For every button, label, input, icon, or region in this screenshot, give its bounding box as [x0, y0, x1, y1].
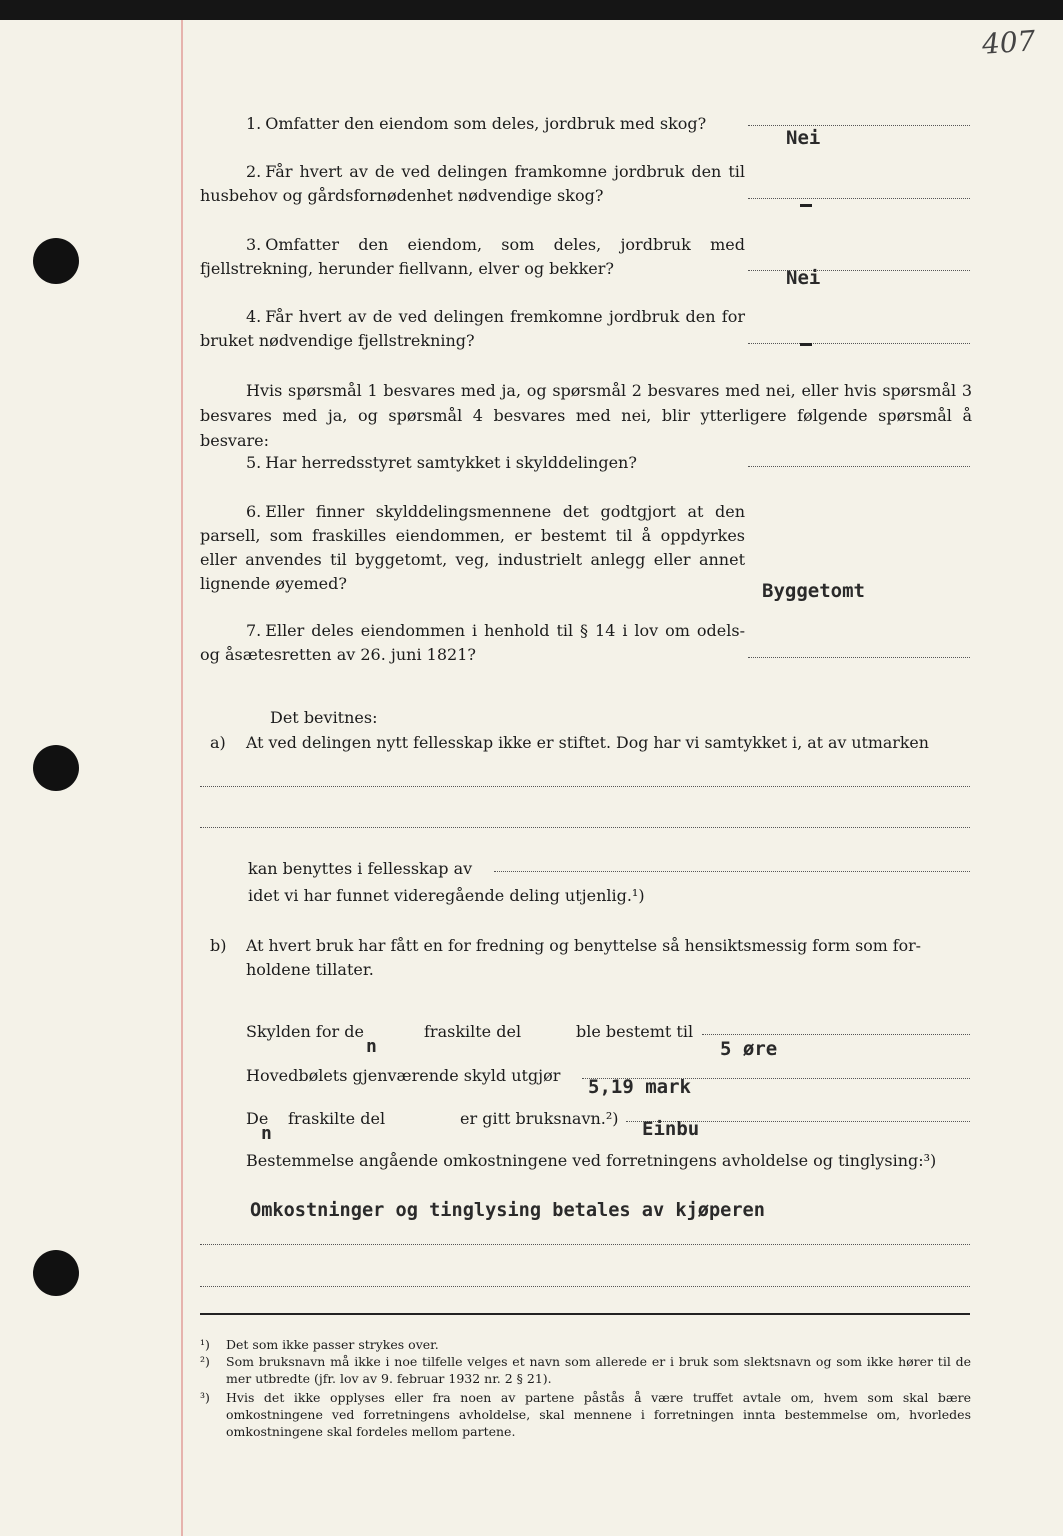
answer-1: Nei: [786, 127, 821, 149]
question-number: 1.: [246, 114, 262, 133]
de-label: De: [246, 1109, 269, 1128]
question-text: Omfatter den eiendom som deles, jordbruk med skog?: [265, 114, 707, 133]
footnote-3: [200, 1389, 972, 1440]
ble-bestemt-label: ble bestemt til: [576, 1022, 694, 1041]
footnote-mark: ³): [200, 1390, 210, 1405]
blank-line: [200, 1286, 970, 1287]
answer-3: Nei: [786, 267, 821, 289]
fellesskap-label: kan benyttes i fellesskap av: [248, 859, 473, 878]
idet-text: idet vi har funnet videregående deling utjenlig.¹): [248, 886, 645, 905]
question-text: Eller finner skylddelingsmennene det godtgjort at den parsell, som fraskilles eiendommen, er bestemt til å oppdyrkes eller anvendes til byggetomt, veg, industrielt anlegg eller annet lignende øyemed?: [200, 502, 745, 593]
question-3: [200, 233, 745, 281]
blank-line: [200, 1244, 970, 1245]
footnote-text: Hvis det ikke opplyses eller fra noen av partene påstås å være truffet avtale om, hvem som skal bære omkostningene ved forretningens avholdelse, skal mennene i forretningen innta bestemmelse om, hvorledes omkostningene skal fordeles mellom partene.: [226, 1390, 971, 1439]
answer-line: [748, 657, 970, 658]
omkostninger-text: Omkostninger og tinglysing betales av kjøperen: [250, 1200, 765, 1221]
footnote-text: Som bruksnavn må ikke i noe tilfelle velges et navn som allerede er i bruk som slektsnavn og som ikke hører til de mer utbredte (jfr. lov av 9. februar 1932 nr. 2 § 21).: [226, 1354, 971, 1386]
footnote-rule: [200, 1313, 970, 1315]
answer-line: [702, 1034, 970, 1035]
margin-line: [181, 20, 183, 1536]
bruksnavn-value: Einbu: [642, 1118, 700, 1140]
question-4: [200, 305, 745, 353]
skylden-label: Skylden for de: [246, 1022, 364, 1041]
footnote-2: [200, 1353, 972, 1387]
skyld-amount: 5 øre: [720, 1038, 778, 1060]
answer-6: Byggetomt: [762, 580, 865, 602]
question-7: [200, 619, 745, 667]
answer-line: [748, 270, 970, 271]
answer-line: [748, 343, 970, 344]
item-b-label: b): [210, 936, 227, 955]
question-number: 7.: [246, 621, 262, 640]
hovedbolet-label: Hovedbølets gjenværende skyld utgjør: [246, 1066, 561, 1085]
question-number: 2.: [246, 162, 262, 181]
bestemmelse-label: Bestemmelse angående omkostningene ved forretningens avholdelse og tinglysing:³): [246, 1151, 937, 1170]
question-text: Omfatter den eiendom, som deles, jordbruk med fjellstrekning, herunder fiellvann, elver og bekker?: [200, 235, 745, 278]
question-number: 6.: [246, 502, 262, 521]
footnote-1: [200, 1336, 972, 1353]
answer-line: [748, 466, 970, 467]
question-text: Får hvert av de ved delingen framkomne jordbruk den til husbehov og gårdsfornødenhet nødvendige skog?: [200, 162, 745, 205]
question-5: [200, 451, 745, 475]
bruksnavn-label: er gitt bruksnavn.²): [460, 1109, 619, 1128]
answer-2-dash: [800, 204, 812, 207]
answer-4-dash: [800, 343, 812, 346]
item-b-line1: At hvert bruk har fått en for fredning og benyttelse så hensiktsmessig form som for-: [246, 936, 922, 955]
question-text: Eller deles eiendommen i henhold til § 14 i lov om odels- og åsætesretten av 26. juni 1821?: [200, 621, 745, 664]
question-number: 4.: [246, 307, 262, 326]
answer-line: [748, 198, 970, 199]
question-1: [200, 112, 745, 136]
question-text: Har herredsstyret samtykket i skylddelingen?: [265, 453, 637, 472]
question-text: Får hvert av de ved delingen fremkomne jordbruk den for bruket nødvendige fjellstrekning?: [200, 307, 745, 350]
scan-top-band: [0, 0, 1063, 20]
bevitnes-heading: Det bevitnes:: [270, 708, 378, 727]
item-a-text: At ved delingen nytt fellesskap ikke er stiftet. Dog har vi samtykket i, at av utmarken: [246, 733, 929, 752]
question-number: 5.: [246, 453, 262, 472]
punch-hole: [33, 238, 79, 284]
instruction-text: Hvis spørsmål 1 besvares med ja, og spørsmål 2 besvares med nei, eller hvis spørsmål 3 besvares med ja, og spørsmål 4 besvares med nei, blir ytterligere følgende spørsmål å besvare:: [200, 381, 972, 450]
fellesskap-line: [494, 871, 970, 872]
question-2: [200, 160, 745, 208]
footnote-mark: ¹): [200, 1337, 210, 1352]
question-6: [200, 500, 745, 596]
skylden-n: n: [366, 1036, 377, 1057]
blank-line: [200, 827, 970, 828]
punch-hole: [33, 745, 79, 791]
item-a-label: a): [210, 733, 226, 752]
footnote-text: Det som ikke passer strykes over.: [226, 1337, 439, 1352]
punch-hole: [33, 1250, 79, 1296]
answer-line: [748, 125, 970, 126]
de-n: n: [261, 1123, 272, 1144]
footnote-mark: ²): [200, 1354, 210, 1369]
page-number: 407: [980, 24, 1037, 61]
question-number: 3.: [246, 235, 262, 254]
blank-line: [200, 786, 970, 787]
hovedbolet-amount: 5,19 mark: [588, 1076, 691, 1098]
fraskilte-del-label: fraskilte del: [424, 1022, 522, 1041]
fraskilte-del-label-2: fraskilte del: [288, 1109, 386, 1128]
item-b-line2: holdene tillater.: [246, 960, 374, 979]
